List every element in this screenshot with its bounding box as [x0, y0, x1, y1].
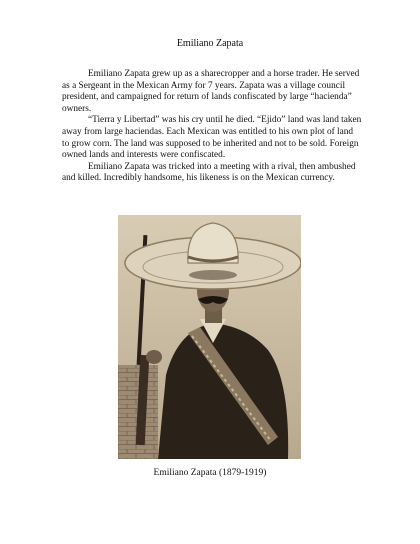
photo-caption: Emiliano Zapata (1879-1919) [153, 468, 267, 478]
body-text [62, 69, 362, 185]
paragraph-death: Emiliano Zapata was tricked into a meeting with a rival, then ambushed and killed. Incredibly handsome, his likeness is on the Mexican currency. [62, 161, 356, 184]
page-title: Emiliano Zapata [176, 38, 244, 49]
portrait-photo [118, 215, 301, 459]
paragraph-tierra-y-libertad: “Tierra y Libertad” was his cry until he died. “Ejido” land was land taken away from large haciendas. Each Mexican was entitled to his own plot of land to grow corn. The land was supposed to be inherited and not to be sold. Foreign owned lands and interests were confiscated. [62, 115, 362, 161]
paragraph-early-life: Emiliano Zapata grew up as a sharecropper and a horse trader. He served as a Sergeant in the Mexican Army for 7 years. Zapata was a village council president, and campaigned for return of lands confiscated by large “hacienda” owners. [62, 69, 360, 114]
portrait-illustration [118, 215, 301, 459]
